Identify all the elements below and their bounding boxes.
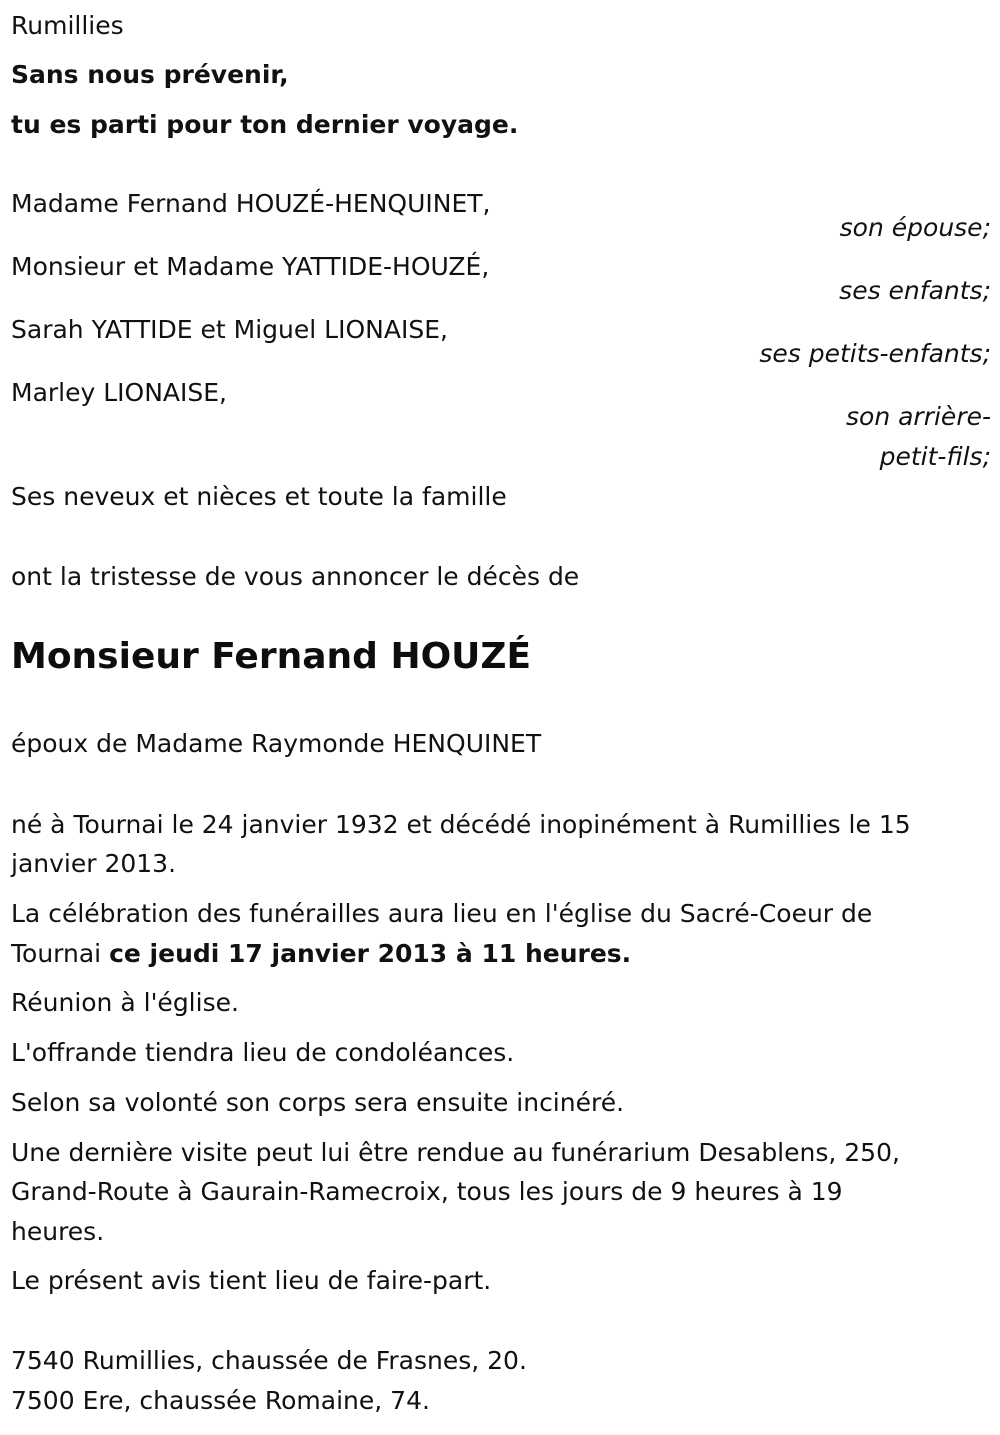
birth-death-line-1: né à Tournai le 24 janvier 1932 et décédé inopinément à Rumillies le 15	[11, 810, 911, 839]
epigraph-line-1: Sans nous prévenir,	[11, 60, 289, 89]
family-relation-spouse: son épouse;	[839, 213, 991, 242]
notice-line: Le présent avis tient lieu de faire-part.	[11, 1266, 492, 1295]
family-relation-great-grandchild-line-1: son arrière-	[846, 402, 991, 431]
family-name-spouse: Madame Fernand HOUZÉ-HENQUINET,	[11, 189, 491, 218]
address-line-1: 7540 Rumillies, chaussée de Frasnes, 20.	[11, 1346, 527, 1375]
family-name-great-grandchild: Marley LIONAISE,	[11, 378, 228, 407]
family-name-grandchildren: Sarah YATTIDE et Miguel LIONAISE,	[11, 315, 448, 344]
ceremony-line-1: La célébration des funérailles aura lieu en l'église du Sacré-Coeur de	[11, 899, 873, 928]
location-heading: Rumillies	[11, 11, 124, 40]
extended-family: Ses neveux et nièces et toute la famille	[11, 482, 507, 511]
family-relation-great-grandchild-line-2: petit-fils;	[879, 442, 991, 471]
ceremony-place: Tournai	[11, 939, 110, 968]
address-line-2: 7500 Ere, chaussée Romaine, 74.	[11, 1386, 430, 1415]
ceremony-date-time: ce jeudi 17 janvier 2013 à 11 heures.	[109, 939, 632, 968]
visit-line-3: heures.	[11, 1217, 105, 1246]
deceased-name: Monsieur Fernand HOUZÉ	[11, 636, 532, 677]
family-name-children: Monsieur et Madame YATTIDE-HOUZÉ,	[11, 252, 490, 281]
visit-line-1: Une dernière visite peut lui être rendue au funérarium Desablens, 250,	[11, 1138, 900, 1167]
family-relation-grandchildren: ses petits-enfants;	[759, 339, 991, 368]
family-relation-children: ses enfants;	[839, 276, 991, 305]
spouse-line: époux de Madame Raymonde HENQUINET	[11, 729, 542, 758]
announcement: ont la tristesse de vous annoncer le décès de	[11, 562, 580, 591]
birth-death-line-2: janvier 2013.	[11, 849, 177, 878]
epigraph-line-2: tu es parti pour ton dernier voyage.	[11, 110, 519, 139]
ceremony-line-2	[11, 939, 631, 969]
cremation-note: Selon sa volonté son corps sera ensuite incinéré.	[11, 1088, 625, 1117]
visit-line-2: Grand-Route à Gaurain-Ramecroix, tous les jours de 9 heures à 19	[11, 1177, 843, 1206]
meeting-note: Réunion à l'église.	[11, 988, 239, 1017]
offering-note: L'offrande tiendra lieu de condoléances.	[11, 1038, 515, 1067]
